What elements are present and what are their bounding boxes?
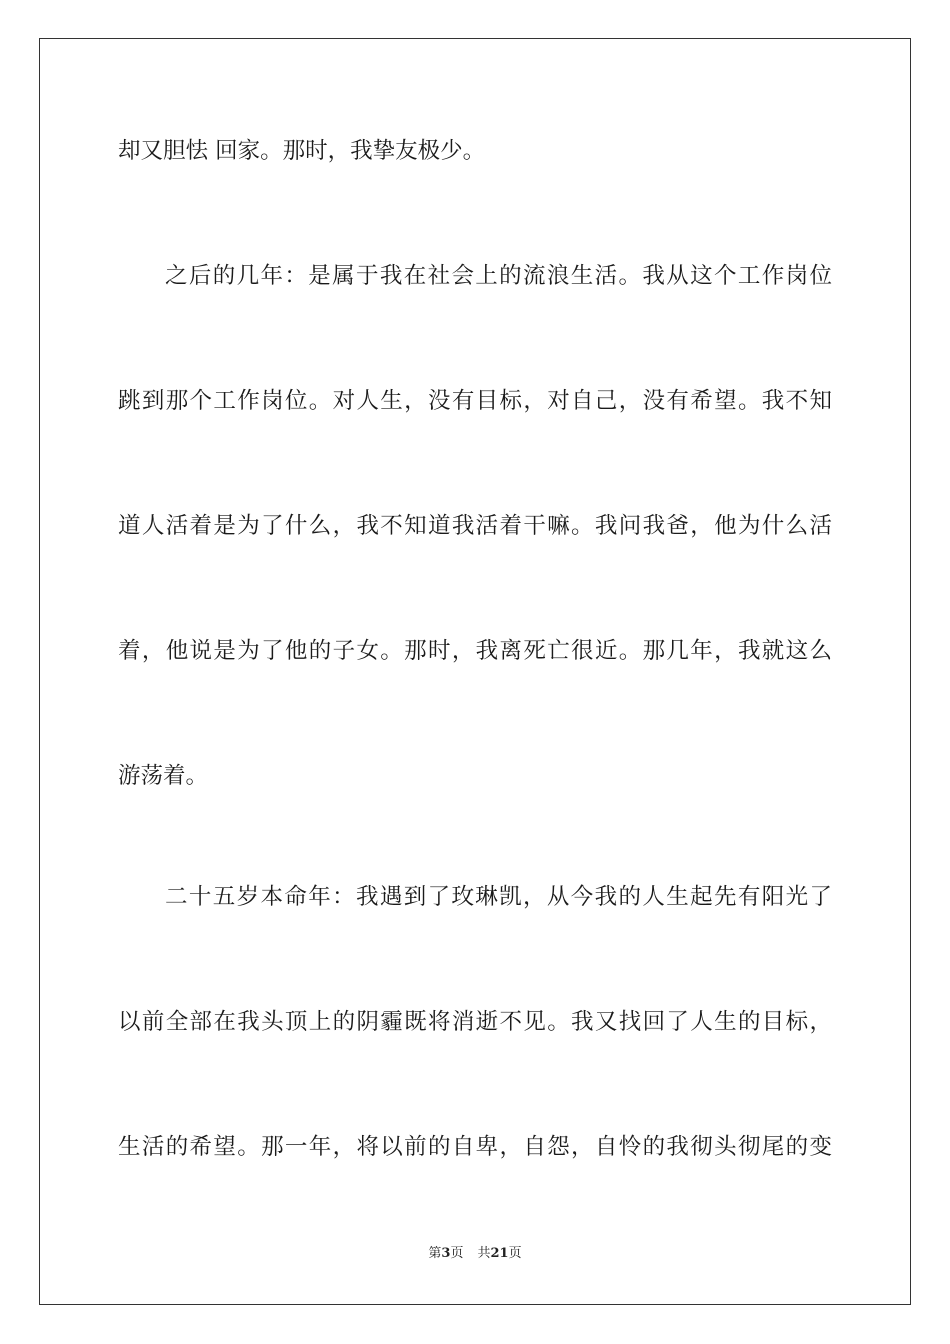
text-line-6: 游荡着。 — [118, 763, 209, 789]
page-prefix: 第 — [428, 1246, 442, 1261]
total-suffix: 页 — [508, 1246, 522, 1261]
text-line-8: 以前全部在我头顶上的阴霾既将消逝不见。我又找回了人生的目标， — [118, 1009, 832, 1035]
text-line-4: 道人活着是为了什么，我不知道我活着干嘛。我问我爸，他为什么活 — [118, 513, 832, 539]
page-border — [39, 38, 911, 1305]
text-line-3: 跳到那个工作岗位。对人生，没有目标，对自己，没有希望。我不知 — [118, 388, 832, 414]
text-line-2: 之后的几年：是属于我在社会上的流浪生活。我从这个工作岗位 — [165, 263, 832, 289]
text-line-5: 着，他说是为了他的子女。那时，我离死亡很近。那几年，我就这么 — [118, 638, 832, 664]
total-prefix: 共 — [477, 1246, 491, 1261]
page-footer — [0, 1245, 950, 1263]
page-suffix: 页 — [450, 1246, 464, 1261]
text-line-7: 二十五岁本命年：我遇到了玫琳凯，从今我的人生起先有阳光了 — [165, 884, 832, 910]
total-pages: 21 — [490, 1246, 509, 1261]
text-line-1: 却又胆怯 回家。那时，我挚友极少。 — [118, 138, 486, 164]
page-number: 3 — [441, 1246, 451, 1261]
text-line-9: 生活的希望。那一年，将以前的自卑，自怨，自怜的我彻头彻尾的变 — [118, 1134, 832, 1160]
